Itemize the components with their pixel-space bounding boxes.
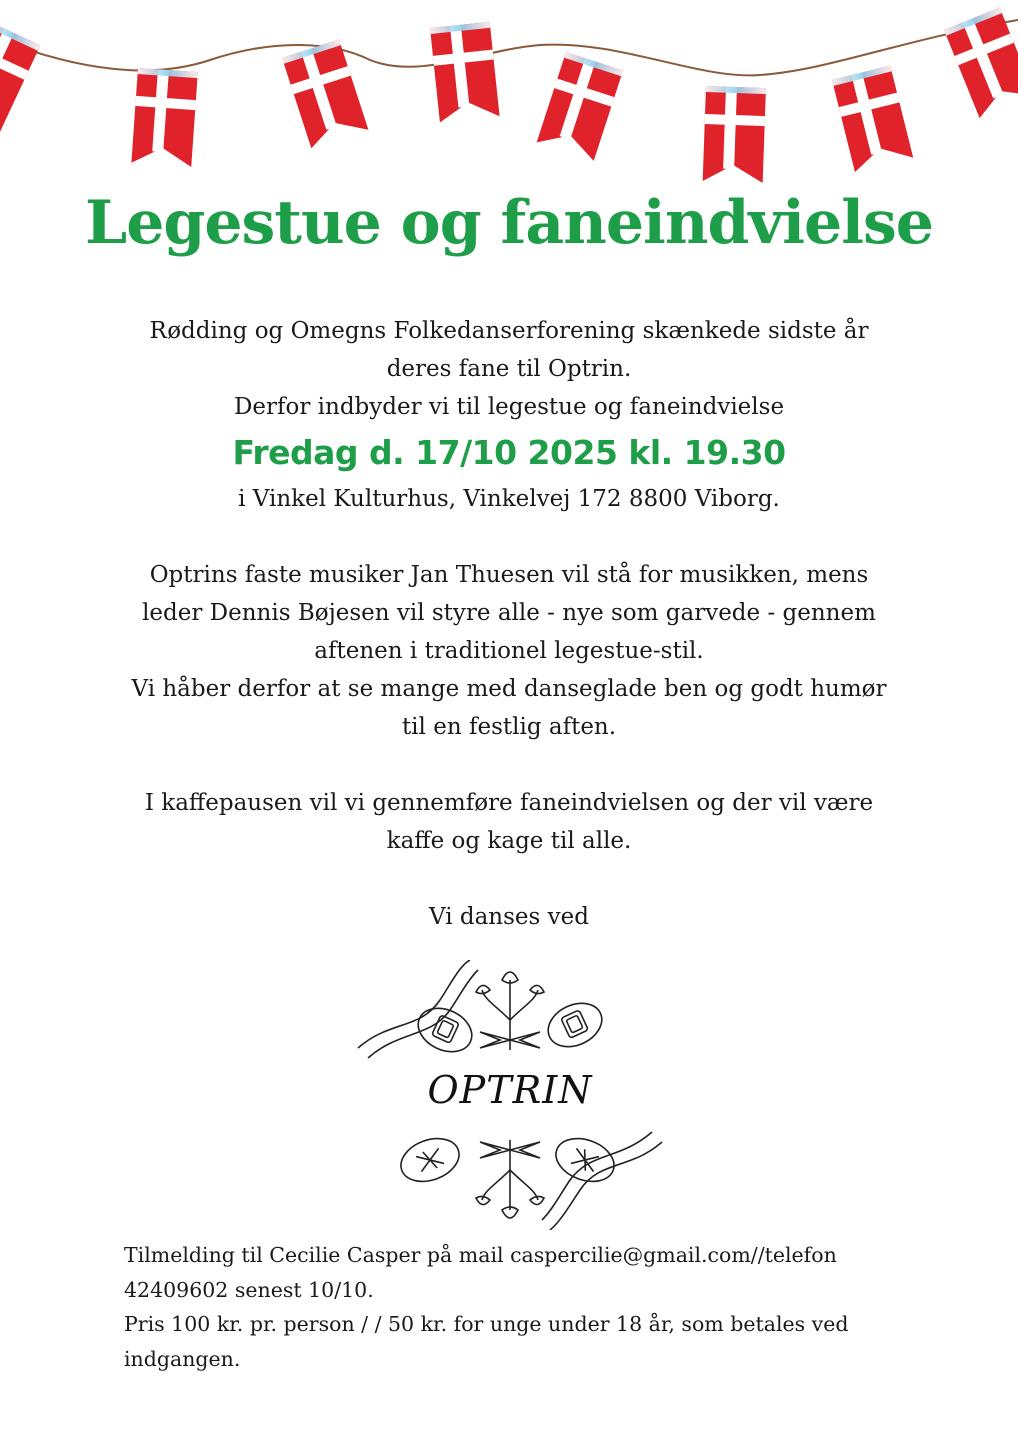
shoe-top-left-icon — [411, 1000, 479, 1060]
flower-top-icon — [476, 972, 544, 1050]
flag-1 — [0, 20, 40, 131]
event-date: Fredag d. 17/10 2025 kl. 19.30 — [232, 433, 786, 472]
flag-3 — [282, 39, 368, 148]
shoe-bottom-left-icon — [395, 1131, 465, 1189]
footer-line-4: indgangen. — [124, 1346, 241, 1371]
registration-info — [124, 1238, 884, 1376]
flag-7 — [832, 65, 913, 172]
danish-flag-bunting — [0, 0, 1018, 200]
music-line-1: Optrins faste musiker Jan Thuesen vil stå for musikken, mens — [149, 562, 869, 588]
footer-line-2: 42409602 senest 10/10. — [124, 1277, 374, 1302]
coffee-line-1: I kaffepausen vil vi gennemføre faneindvielsen og der vil være — [144, 790, 874, 816]
music-line-2: leder Dennis Bøjesen vil styre alle - nye som garvede - gennem — [142, 600, 876, 626]
shoe-top-right-icon — [541, 995, 609, 1055]
event-venue: i Vinkel Kulturhus, Vinkelvej 172 8800 Viborg. — [238, 486, 780, 512]
intro-line-3: Derfor indbyder vi til legestue og faneindvielse — [233, 394, 785, 420]
intro-line-2: deres fane til Optrin. — [386, 356, 632, 382]
flower-bottom-icon — [476, 1140, 544, 1218]
coffee-line-2: kaffe og kage til alle. — [386, 828, 632, 854]
music-line-4: Vi håber derfor at se mange med danseglade ben og godt humør — [131, 676, 887, 702]
flag-2 — [131, 68, 197, 167]
bunting-string — [0, 20, 1018, 75]
signoff: Vi danses ved — [429, 904, 589, 930]
flag-6 — [703, 86, 766, 183]
invitation-text — [110, 312, 908, 936]
flag-4 — [430, 22, 500, 123]
flag-5 — [537, 52, 623, 161]
music-line-3: aftenen i traditionel legestue-stil. — [314, 638, 704, 664]
footer-line-3: Pris 100 kr. pr. person / / 50 kr. for unge under 18 år, som betales ved — [124, 1312, 849, 1336]
intro-line-1: Rødding og Omegns Folkedanserforening skænkede sidste år — [149, 318, 869, 344]
flag-8 — [944, 8, 1018, 119]
shoe-bottom-right-icon — [550, 1131, 620, 1189]
music-line-5: til en festlig aften. — [401, 714, 617, 740]
page-title: Legestue og faneindvielse — [85, 188, 933, 258]
optrin-logo-text: OPTRIN — [427, 1068, 593, 1112]
footer-line-1: Tilmelding til Cecilie Casper på mail caspercilie@gmail.com//telefon — [124, 1243, 837, 1267]
